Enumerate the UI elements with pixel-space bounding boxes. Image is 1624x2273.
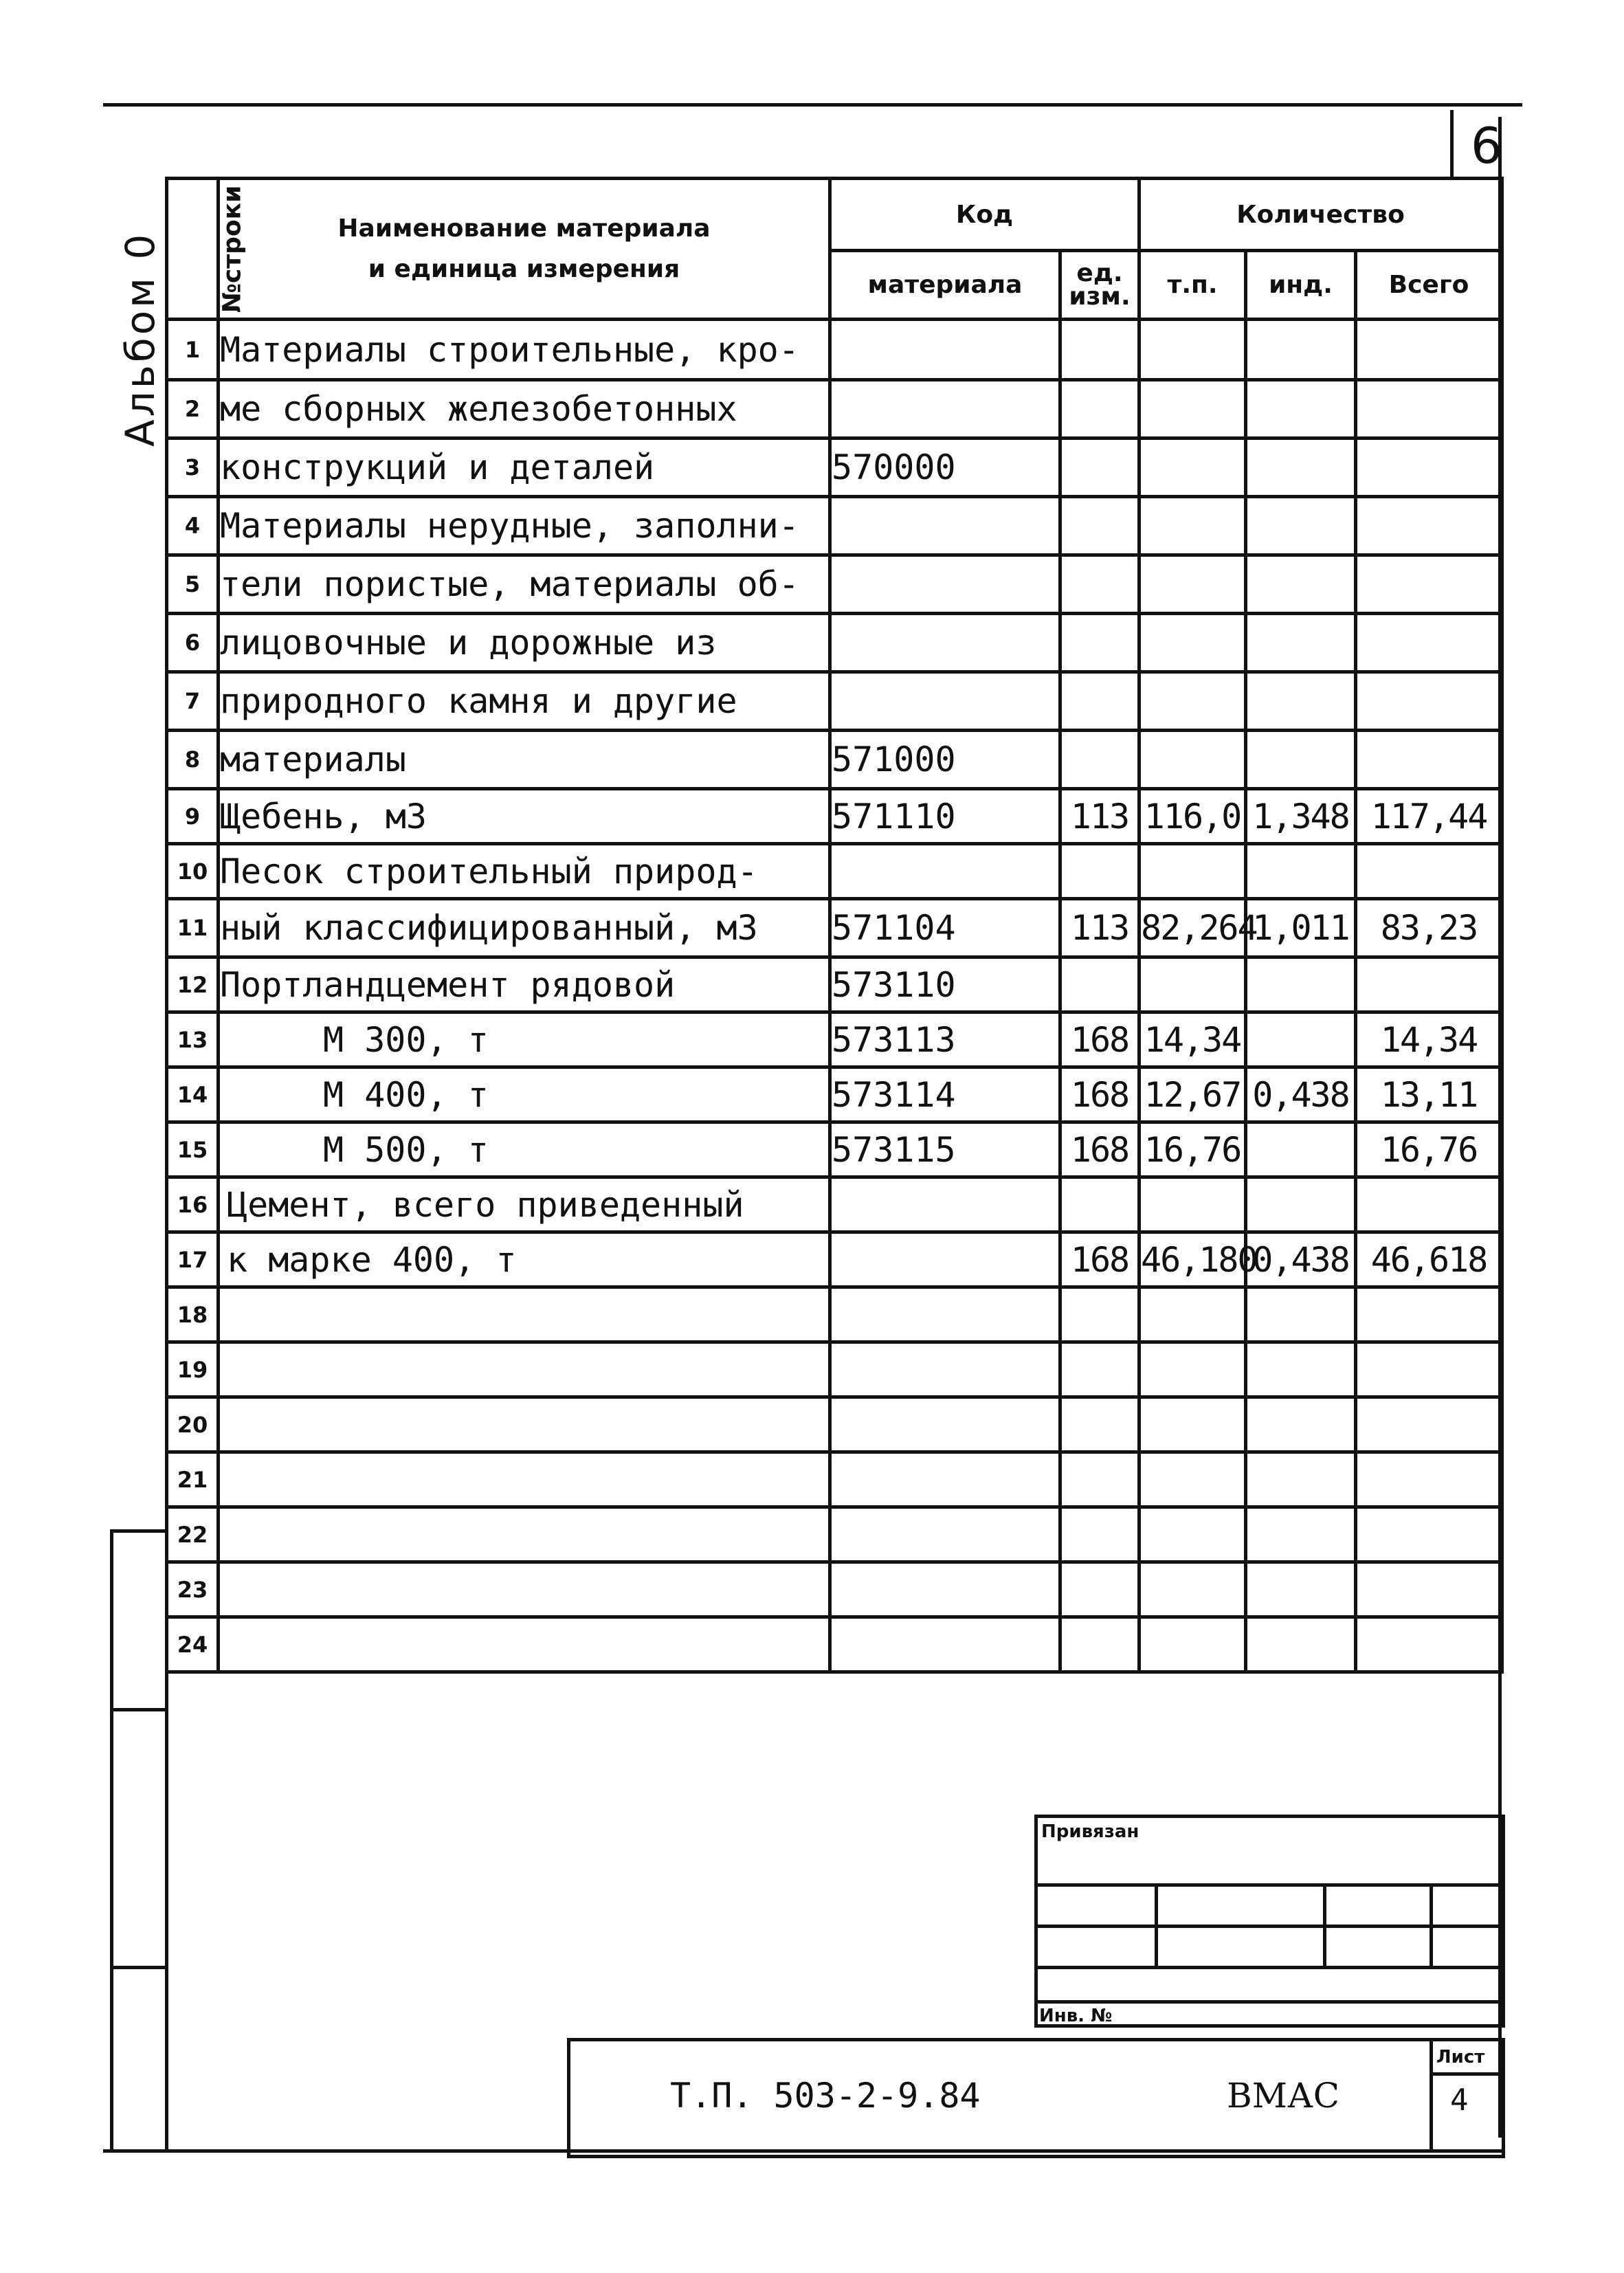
material-code [830,1177,1060,1232]
row-number: 23 [167,1562,219,1617]
table-row [167,1287,1502,1342]
unit-code [1060,614,1139,672]
quantity-total [1356,731,1502,789]
quantity-tip [1139,439,1246,497]
quantity-ind [1246,497,1356,555]
row-number: 1 [167,320,219,380]
table-row [167,1177,1502,1232]
header-code-group: Код [830,179,1139,251]
row-number: 4 [167,497,219,555]
material-name: ме сборных железобетонных [219,380,830,439]
row-number: 3 [167,439,219,497]
quantity-total [1356,1177,1502,1232]
quantity-tip [1139,1562,1246,1617]
quantity-tip: 82,264 [1139,899,1246,957]
quantity-total [1356,1562,1502,1617]
unit-code [1060,320,1139,380]
quantity-tip [1139,957,1246,1012]
quantity-total: 16,76 [1356,1122,1502,1177]
row-number: 16 [167,1177,219,1232]
row-number: 9 [167,789,219,844]
quantity-ind [1246,672,1356,731]
material-code [830,320,1060,380]
row-number: 5 [167,555,219,614]
sheet-cell-divider-h [1430,2072,1498,2076]
quantity-tip [1139,1177,1246,1232]
row-number: 21 [167,1452,219,1507]
sheet-number: 4 [1450,2083,1469,2118]
quantity-ind: 1,011 [1246,899,1356,957]
material-name [219,1507,830,1562]
material-code [830,1617,1060,1672]
materials-spec-table [165,177,1504,1674]
quantity-ind [1246,1122,1356,1177]
table-row [167,957,1502,1012]
table-row [167,1012,1502,1067]
quantity-tip [1139,1287,1246,1342]
material-name: Цемент, всего приведенный [219,1177,830,1232]
table-row [167,1067,1502,1122]
material-name [219,1287,830,1342]
row-number: 7 [167,672,219,731]
quantity-tip [1139,614,1246,672]
quantity-total [1356,555,1502,614]
material-code: 573110 [830,957,1060,1012]
quantity-ind [1246,1342,1356,1397]
unit-code [1060,1452,1139,1507]
quantity-tip [1139,844,1246,899]
quantity-total [1356,1397,1502,1452]
material-name: тели пористые, материалы об- [219,555,830,614]
margin-box-divider-2 [110,1966,165,1969]
quantity-tip [1139,1342,1246,1397]
section-code: ВМАС [1227,2076,1340,2116]
document-code: Т.П. 503-2-9.84 [670,2076,981,2116]
quantity-ind [1246,1287,1356,1342]
material-name [219,1397,830,1452]
material-name: Материалы строительные, кро- [219,320,830,380]
material-name: конструкций и деталей [219,439,830,497]
unit-code [1060,1342,1139,1397]
unit-code: 168 [1060,1012,1139,1067]
material-code [830,1342,1060,1397]
material-code [830,497,1060,555]
quantity-total [1356,844,1502,899]
material-code: 573115 [830,1122,1060,1177]
margin-box-top [110,1529,165,1533]
material-name: природного камня и другие [219,672,830,731]
quantity-total [1356,1617,1502,1672]
unit-code [1060,439,1139,497]
header-row-number: №строки [167,179,219,320]
table-row [167,380,1502,439]
quantity-tip: 16,76 [1139,1122,1246,1177]
unit-code [1060,497,1139,555]
stamp-grid-line [1430,1883,1433,1969]
row-number: 6 [167,614,219,672]
table-row [167,1342,1502,1397]
header-material-name: Наименование материала и единица измерения [219,179,830,320]
quantity-ind [1246,1397,1356,1452]
material-code [830,1562,1060,1617]
quantity-total [1356,1287,1502,1342]
album-side-title: Альбом 0 [117,231,164,447]
material-name [219,1452,830,1507]
unit-code [1060,731,1139,789]
sheet-cell-divider [1430,2038,1433,2151]
table-row [167,789,1502,844]
table-row [167,1562,1502,1617]
material-code: 573113 [830,1012,1060,1067]
inventory-number-label: Инв. № [1039,2006,1113,2026]
quantity-tip [1139,380,1246,439]
unit-code [1060,380,1139,439]
material-code: 570000 [830,439,1060,497]
quantity-tip [1139,1452,1246,1507]
stamp-grid-line [1155,1883,1158,1969]
material-name: Щебень, м3 [219,789,830,844]
quantity-tip [1139,672,1246,731]
header-material-code: материала [830,251,1060,320]
material-code: 571110 [830,789,1060,844]
row-number: 10 [167,844,219,899]
row-number: 15 [167,1122,219,1177]
unit-code [1060,1397,1139,1452]
row-number: 2 [167,380,219,439]
quantity-tip [1139,1397,1246,1452]
unit-code [1060,957,1139,1012]
material-code [830,1232,1060,1287]
quantity-total [1356,1507,1502,1562]
sheet-label: Лист [1436,2047,1485,2067]
row-number: 12 [167,957,219,1012]
material-code [830,380,1060,439]
quantity-ind: 0,438 [1246,1067,1356,1122]
row-number: 11 [167,899,219,957]
table-row [167,731,1502,789]
quantity-total [1356,497,1502,555]
unit-code: 168 [1060,1122,1139,1177]
quantity-ind [1246,1617,1356,1672]
margin-box-line [110,1529,113,2151]
unit-code: 168 [1060,1067,1139,1122]
quantity-total [1356,380,1502,439]
quantity-ind: 1,348 [1246,789,1356,844]
quantity-ind [1246,731,1356,789]
material-name: Песок строительный природ- [219,844,830,899]
quantity-tip [1139,731,1246,789]
table-row [167,1617,1502,1672]
corner-number-divider [1450,110,1454,179]
table-row [167,844,1502,899]
quantity-total: 13,11 [1356,1067,1502,1122]
quantity-tip: 12,67 [1139,1067,1246,1122]
row-number: 13 [167,1012,219,1067]
material-name: Материалы нерудные, заполни- [219,497,830,555]
material-name: М 300, т [219,1012,830,1067]
material-name [219,1562,830,1617]
material-code [830,1397,1060,1452]
quantity-tip: 46,180 [1139,1232,1246,1287]
attached-label: Привязан [1041,1821,1139,1842]
unit-code [1060,1177,1139,1232]
quantity-total: 46,618 [1356,1232,1502,1287]
material-name: лицовочные и дорожные из [219,614,830,672]
quantity-ind [1246,439,1356,497]
quantity-ind [1246,957,1356,1012]
quantity-ind [1246,1562,1356,1617]
unit-code [1060,1562,1139,1617]
table-row [167,1452,1502,1507]
material-code [830,1452,1060,1507]
header-unit: ед. изм. [1060,251,1139,320]
material-code: 571000 [830,731,1060,789]
row-number: 14 [167,1067,219,1122]
table-row [167,439,1502,497]
material-name: материалы [219,731,830,789]
material-name: М 400, т [219,1067,830,1122]
quantity-ind [1246,1452,1356,1507]
header-total: Всего [1356,251,1502,320]
material-name [219,1617,830,1672]
table-row [167,899,1502,957]
quantity-total [1356,614,1502,672]
quantity-total [1356,1342,1502,1397]
material-code: 573114 [830,1067,1060,1122]
quantity-ind [1246,614,1356,672]
row-number: 24 [167,1617,219,1672]
unit-code [1060,555,1139,614]
material-code [830,672,1060,731]
quantity-tip: 14,34 [1139,1012,1246,1067]
quantity-total: 14,34 [1356,1012,1502,1067]
material-code [830,614,1060,672]
quantity-ind [1246,1507,1356,1562]
unit-code [1060,1287,1139,1342]
table-row [167,1507,1502,1562]
material-code [830,555,1060,614]
quantity-tip [1139,1507,1246,1562]
unit-code: 168 [1060,1232,1139,1287]
row-number: 8 [167,731,219,789]
material-name: ный классифицированный, м3 [219,899,830,957]
material-name [219,1342,830,1397]
row-number: 22 [167,1507,219,1562]
table-row [167,1122,1502,1177]
material-code [830,1507,1060,1562]
quantity-tip [1139,497,1246,555]
material-name: М 500, т [219,1122,830,1177]
attached-stamp-box [1034,1815,1505,2028]
unit-code [1060,672,1139,731]
quantity-tip: 116,0 [1139,789,1246,844]
table-row [167,672,1502,731]
quantity-ind [1246,844,1356,899]
table-row [167,1232,1502,1287]
unit-code [1060,1617,1139,1672]
table-row [167,1397,1502,1452]
quantity-total: 83,23 [1356,899,1502,957]
row-number: 20 [167,1397,219,1452]
table-row [167,555,1502,614]
quantity-total [1356,1452,1502,1507]
quantity-ind [1246,555,1356,614]
header-tip: т.п. [1139,251,1246,320]
stamp-grid-line [1323,1883,1326,1969]
unit-code [1060,844,1139,899]
material-code [830,844,1060,899]
table-row [167,614,1502,672]
quantity-total: 117,44 [1356,789,1502,844]
table-row [167,320,1502,380]
header-ind: инд. [1246,251,1356,320]
unit-code [1060,1507,1139,1562]
quantity-ind [1246,1012,1356,1067]
top-frame-line [103,103,1522,107]
table-row [167,497,1502,555]
quantity-tip [1139,320,1246,380]
quantity-ind [1246,320,1356,380]
margin-box-divider [110,1708,165,1711]
unit-code: 113 [1060,789,1139,844]
quantity-total [1356,957,1502,1012]
row-number: 19 [167,1342,219,1397]
row-number: 17 [167,1232,219,1287]
quantity-ind: 0,438 [1246,1232,1356,1287]
unit-code: 113 [1060,899,1139,957]
header-quantity-group: Количество [1139,179,1502,251]
quantity-tip [1139,555,1246,614]
quantity-tip [1139,1617,1246,1672]
material-code [830,1287,1060,1342]
material-name: к марке 400, т [219,1232,830,1287]
quantity-total [1356,439,1502,497]
quantity-ind [1246,1177,1356,1232]
quantity-total [1356,320,1502,380]
row-number: 18 [167,1287,219,1342]
material-name: Портландцемент рядовой [219,957,830,1012]
quantity-ind [1246,380,1356,439]
quantity-total [1356,672,1502,731]
material-code: 571104 [830,899,1060,957]
sheet-corner-number: 6 [1471,117,1502,175]
stamp-grid-line [1034,2000,1502,2004]
